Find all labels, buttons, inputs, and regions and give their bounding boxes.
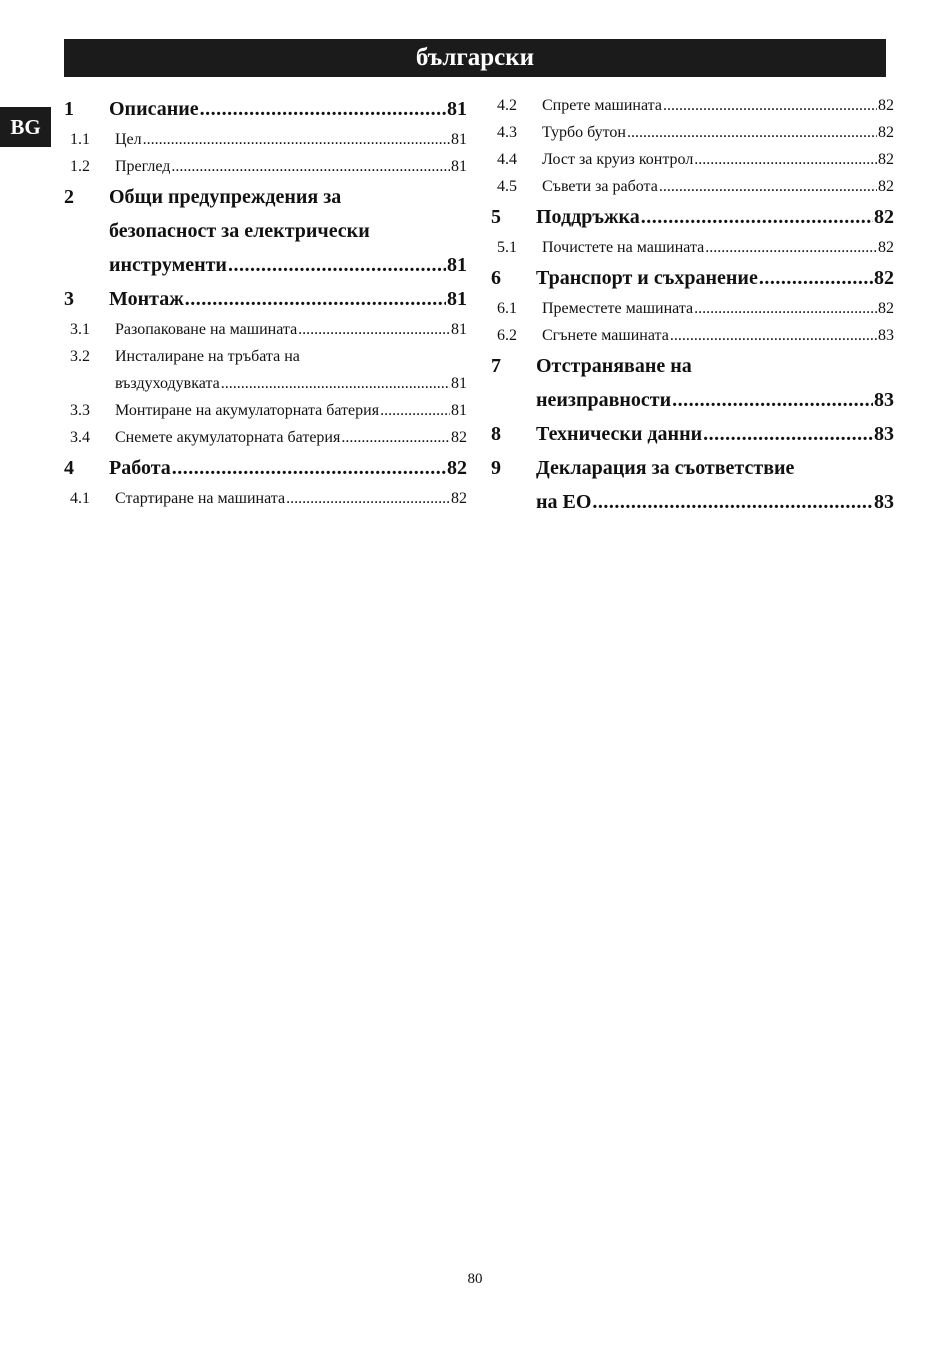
toc-entry-title: Технически данни <box>536 423 703 445</box>
toc-entry <box>64 451 467 485</box>
dot-leader <box>694 295 877 322</box>
toc-entry <box>64 153 467 180</box>
toc-entry-title: Лост за круиз контрол <box>542 151 694 168</box>
dot-leader <box>221 370 450 397</box>
toc-entry-title: Преглед <box>115 158 171 175</box>
toc-entry <box>491 146 894 173</box>
toc-entry-page: 82 <box>874 206 894 228</box>
toc-entry-page: 81 <box>447 254 467 276</box>
toc-entry-page: 82 <box>878 97 894 114</box>
toc-entry <box>491 234 894 261</box>
toc-entry-title: Описание <box>109 98 199 120</box>
toc-entry-number: 5 <box>491 206 501 228</box>
toc-entry-title: Монтиране на акумулаторната батерия <box>115 402 380 419</box>
language-tab: BG <box>0 107 51 147</box>
toc-entry-number: 3.3 <box>70 402 90 419</box>
toc-entry-page: 81 <box>451 158 467 175</box>
toc-entry-title-line: Декларация за съответствие <box>536 457 795 479</box>
toc-column-left <box>64 92 467 512</box>
page-number: 80 <box>467 1271 483 1287</box>
dot-leader <box>672 383 873 417</box>
page-title: български <box>64 39 886 77</box>
toc-entry-title: въздуходувката <box>115 375 220 392</box>
toc-entry-title: Преместете машината <box>542 300 694 317</box>
toc-entry-page: 82 <box>878 178 894 195</box>
toc-entry-page: 82 <box>447 457 467 479</box>
toc-entry-number: 3.1 <box>70 321 90 338</box>
dot-leader <box>703 417 873 451</box>
dot-leader <box>641 200 873 234</box>
toc-entry-page: 83 <box>874 423 894 445</box>
toc-entry <box>491 451 894 519</box>
toc-entry-number: 1.1 <box>70 131 90 148</box>
toc-entry-number: 3.4 <box>70 429 90 446</box>
toc-entry <box>64 397 467 424</box>
toc-entry-number: 4.3 <box>497 124 517 141</box>
toc-entry-title: Почистете на машината <box>542 239 705 256</box>
dot-leader <box>663 92 877 119</box>
dot-leader <box>286 485 450 512</box>
toc-entry-title: Съвети за работа <box>542 178 658 195</box>
toc-entry-number: 6.2 <box>497 327 517 344</box>
toc-entry <box>64 485 467 512</box>
toc-entry-page: 82 <box>451 429 467 446</box>
toc-entry-page: 82 <box>878 239 894 256</box>
toc-entry-page: 83 <box>874 389 894 411</box>
toc-entry-title: Сгънете машината <box>542 327 669 344</box>
toc-entry-number: 4.2 <box>497 97 517 114</box>
dot-leader <box>627 119 877 146</box>
toc-entry-page: 82 <box>878 300 894 317</box>
toc-entry <box>64 424 467 451</box>
toc-entry-page: 83 <box>874 491 894 513</box>
dot-leader <box>298 316 450 343</box>
toc-entry-title: Цел <box>115 131 142 148</box>
toc-entry-title: Стартиране на машината <box>115 490 286 507</box>
dot-leader <box>185 282 446 316</box>
toc-entry-title: Разопаковане на машината <box>115 321 298 338</box>
toc-entry <box>491 92 894 119</box>
toc-entry-page: 81 <box>451 375 467 392</box>
toc-entry-page: 81 <box>451 402 467 419</box>
toc-entry-page: 81 <box>451 321 467 338</box>
dot-leader <box>341 424 450 451</box>
toc-entry <box>491 119 894 146</box>
dot-leader <box>670 322 877 349</box>
toc-entry-number: 9 <box>491 457 501 479</box>
toc-entry <box>491 200 894 234</box>
toc-entry-page: 82 <box>878 124 894 141</box>
toc-entry-number: 4.1 <box>70 490 90 507</box>
dot-leader <box>592 485 873 519</box>
dot-leader <box>171 153 450 180</box>
toc-entry-number: 4.4 <box>497 151 517 168</box>
toc-entry-page: 82 <box>878 151 894 168</box>
dot-leader <box>705 234 877 261</box>
toc-entry-number: 6 <box>491 267 501 289</box>
toc-entry-number: 8 <box>491 423 501 445</box>
toc-entry-page: 82 <box>874 267 894 289</box>
dot-leader <box>172 451 446 485</box>
toc-entry-title: Поддръжка <box>536 206 640 228</box>
toc-entry <box>64 343 467 397</box>
toc-entry-page: 83 <box>878 327 894 344</box>
toc-entry-number: 7 <box>491 355 501 377</box>
toc-entry-title-line: Общи предупреждения за <box>109 186 342 208</box>
toc-entry-title: неизправности <box>536 389 672 411</box>
toc-entry <box>491 295 894 322</box>
toc-entry-title: на ЕО <box>536 491 592 513</box>
toc-entry-title: Работа <box>109 457 171 479</box>
dot-leader <box>659 173 877 200</box>
toc-entry <box>64 282 467 316</box>
toc-entry-number: 1.2 <box>70 158 90 175</box>
dot-leader <box>200 92 446 126</box>
toc-entry-number: 1 <box>64 98 74 120</box>
toc-entry-title-line: Отстраняване на <box>536 355 692 377</box>
dot-leader <box>759 261 873 295</box>
toc-entry <box>64 316 467 343</box>
toc-entry-number: 2 <box>64 186 74 208</box>
toc-entry-number: 4.5 <box>497 178 517 195</box>
toc-entry-number: 6.1 <box>497 300 517 317</box>
toc-entry-title: Спрете машината <box>542 97 662 114</box>
toc-entry <box>64 92 467 126</box>
toc-entry <box>491 322 894 349</box>
toc-entry-page: 81 <box>447 98 467 120</box>
toc-entry-number: 3 <box>64 288 74 310</box>
toc-entry-page: 81 <box>451 131 467 148</box>
toc-entry <box>64 126 467 153</box>
toc-entry-page: 82 <box>451 490 467 507</box>
toc-column-right <box>491 92 894 519</box>
toc-entry <box>491 173 894 200</box>
toc-entry-title: Транспорт и съхранение <box>536 267 758 289</box>
dot-leader <box>380 397 450 424</box>
toc-entry-title: Монтаж <box>109 288 184 310</box>
toc-entry <box>491 417 894 451</box>
toc-entry-title-line: безопасност за електрически <box>109 220 370 242</box>
toc-entry-title: инструменти <box>109 254 227 276</box>
toc-entry <box>64 180 467 282</box>
toc-entry-number: 4 <box>64 457 74 479</box>
toc-entry-number: 3.2 <box>70 348 90 365</box>
toc-entry-title: Турбо бутон <box>542 124 626 141</box>
dot-leader <box>694 146 877 173</box>
dot-leader <box>228 248 446 282</box>
toc-entry-title: Снемете акумулаторната батерия <box>115 429 341 446</box>
toc-entry-page: 81 <box>447 288 467 310</box>
toc-entry-title-line: Инсталиране на тръбата на <box>115 348 300 365</box>
dot-leader <box>143 126 450 153</box>
toc-entry <box>491 349 894 417</box>
toc-entry <box>491 261 894 295</box>
toc-entry-number: 5.1 <box>497 239 517 256</box>
